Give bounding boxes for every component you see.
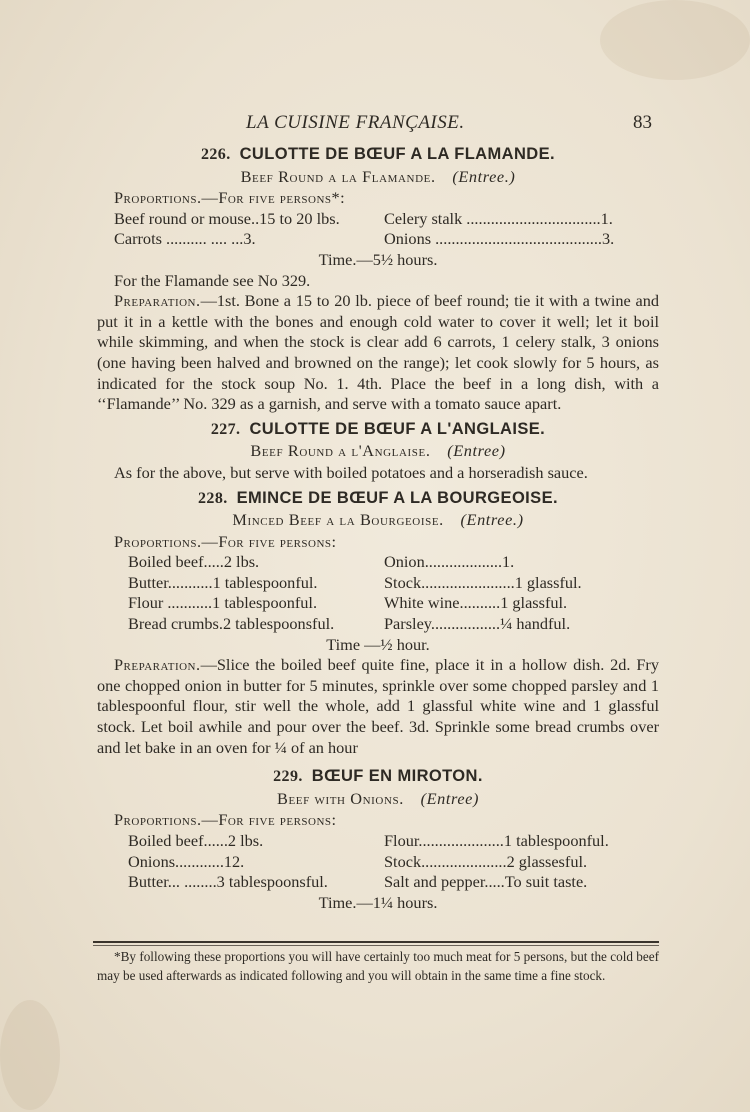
recipe-title-text: BŒUF EN MIROTON. bbox=[311, 767, 483, 786]
recipe-subtitle bbox=[97, 167, 659, 188]
ingredient: Flour.....................1 tablespoonful. bbox=[384, 831, 609, 850]
recipe-subtitle bbox=[97, 789, 659, 810]
page-stain bbox=[600, 0, 750, 80]
ingredient: Celery stalk .................................1. bbox=[384, 208, 613, 228]
course-label: (Entree.) bbox=[460, 510, 524, 530]
footnote-rule bbox=[93, 941, 659, 943]
cooking-time: Time —½ hour. bbox=[326, 634, 430, 654]
cooking-time: Time.—5½ hours. bbox=[318, 249, 438, 269]
ingredient: White wine..........1 glassful. bbox=[384, 593, 568, 613]
ingredient: Boiled beef.....2 lbs. bbox=[128, 552, 260, 572]
ingredient: Onions .........................................3. bbox=[384, 229, 615, 249]
page-number: 83 bbox=[633, 112, 652, 133]
course-label: (Entree.) bbox=[452, 166, 516, 186]
ingredient: Stock.....................2 glassesful. bbox=[384, 851, 588, 871]
ingredients-table bbox=[97, 831, 659, 893]
preparation-label: Preparation. bbox=[114, 655, 201, 675]
ingredient: Parsley.................¼ handful. bbox=[384, 614, 571, 634]
recipe-title-text: EMINCE DE BŒUF A LA BOURGEOISE. bbox=[236, 488, 558, 507]
ingredient: Stock.......................1 glassful. bbox=[384, 572, 582, 592]
recipe-number: 229. bbox=[273, 768, 303, 786]
subtitle-text: Minced Beef a la Bourgeoise. bbox=[232, 510, 444, 530]
recipe-title bbox=[97, 488, 659, 510]
proportions-line: Proportions.—For five persons: bbox=[114, 531, 337, 551]
ingredients-table bbox=[97, 552, 659, 634]
page-stain bbox=[0, 1000, 60, 1110]
recipe-body: As for the above, but serve with boiled potatoes and a horseradish sauce. bbox=[114, 462, 588, 482]
ingredient: Flour ...........1 tablespoonful. bbox=[128, 593, 318, 613]
preparation-paragraph bbox=[97, 655, 659, 758]
course-label: (Entree) bbox=[447, 441, 506, 461]
recipe-title-text: CULOTTE DE BŒUF A LA FLAMANDE. bbox=[239, 145, 555, 163]
page-body bbox=[97, 144, 659, 913]
preparation-text: —Slice the boiled beef quite fine, place it in a hollow dish. 2d. Fry one chopped onion in butter for 5 minutes, sprinkle over some chopped parsley and 1 tablespoonful flour, stir well the whole, add 1 glassful white wine and 1 glassful stock. Let boil awhile and pour over the beef. 3d. Sprinkle some bread crumbs over and let bake in an oven for ¼ of an hour bbox=[97, 655, 659, 757]
recipe-title bbox=[97, 144, 659, 166]
ingredient: Butter... ........3 tablespoonsful. bbox=[128, 872, 328, 892]
ingredients-table bbox=[97, 209, 659, 250]
recipe-number: 227. bbox=[210, 420, 241, 438]
page-header bbox=[0, 112, 750, 138]
proportions-line: Proportions.—For five persons: bbox=[114, 810, 337, 830]
running-title: LA CUISINE FRANÇAISE. bbox=[246, 112, 465, 133]
footnote: *By following these proportions you will have certainly too much meat for 5 persons, but the cold beef may be used afterwards as indicated following and you will obtain in the same time a fine stock. bbox=[97, 949, 659, 983]
subtitle-text: Beef Round a la Flamande. bbox=[240, 166, 436, 186]
recipe-title bbox=[97, 766, 659, 788]
recipe-title bbox=[97, 419, 659, 441]
footnote-rule bbox=[93, 945, 659, 946]
course-label: (Entree) bbox=[420, 788, 479, 808]
cooking-time: Time.—1¼ hours. bbox=[318, 892, 438, 912]
recipe-title-text: CULOTTE DE BŒUF A L'ANGLAISE. bbox=[249, 419, 546, 438]
ingredient: Boiled beef......2 lbs. bbox=[128, 831, 264, 850]
preparation-text: —1st. Bone a 15 to 20 lb. piece of beef round; tie it with a twine and put it in a kettle with the bones and enough cold water to cover it well; let it boil while skimming, and when the stock is clear add 6 carrots, 1 celery stalk, 3 onions (one having been halved and browned on the range); let cook slowly for 5 hours, as indicated for the stock soup No. 1. 4th. Place the beef in a long dish, with a ‘‘Flamande’’ No. 329 as a garnish, and serve with a tomato sauce apart. bbox=[97, 291, 659, 414]
recipe-subtitle bbox=[97, 441, 659, 462]
ingredient: Onions............12. bbox=[128, 851, 245, 871]
ingredient: Beef round or mouse..15 to 20 lbs. bbox=[114, 208, 340, 228]
preparation-label: Preparation. bbox=[114, 291, 201, 311]
recipe-number: 226. bbox=[201, 146, 231, 163]
ingredient: Carrots .......... .... ...3. bbox=[114, 229, 256, 249]
recipe-note: For the Flamande see No 329. bbox=[114, 270, 311, 290]
recipe-subtitle bbox=[97, 510, 659, 531]
subtitle-text: Beef with Onions. bbox=[276, 788, 404, 808]
recipe-number: 228. bbox=[198, 489, 228, 507]
proportions-line: Proportions.—For five persons*: bbox=[114, 188, 346, 208]
ingredient: Bread crumbs.2 tablespoonsful. bbox=[128, 614, 335, 634]
preparation-paragraph bbox=[97, 291, 659, 415]
subtitle-text: Beef Round a l'Anglaise. bbox=[250, 441, 431, 461]
ingredient: Butter...........1 tablespoonful. bbox=[128, 572, 318, 592]
ingredient: Salt and pepper.....To suit taste. bbox=[384, 872, 588, 892]
ingredient: Onion...................1. bbox=[384, 552, 515, 572]
